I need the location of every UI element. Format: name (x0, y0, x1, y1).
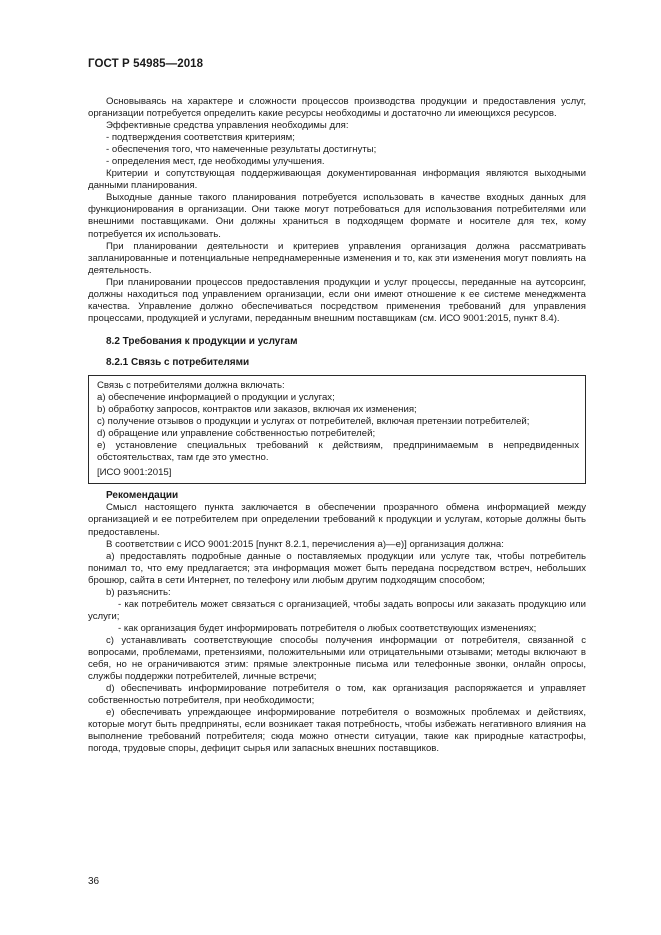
box-item-b: b) обработку запросов, контрактов или заказов, включая их изменения; (97, 404, 417, 416)
box-item-a: a) обеспечение информацией о продукции и услугах; (97, 392, 335, 404)
section-subheading: 8.2.1 Связь с потребителями (106, 356, 250, 368)
document-header: ГОСТ Р 54985—2018 (88, 58, 204, 70)
intro-paragraph-5: При планировании деятельности и критериев управления организация должна рассматривать запланированные и потенциальные непреднамеренные изменения и то, как эти изменения могут повлиять на деятельность. (88, 240, 586, 276)
box-item-d: d) обращение или управление собственностью потребителей; (97, 428, 376, 440)
intro-paragraph-4: Выходные данные такого планирования потребуется использовать в качестве входных данных для функционирования в организации. Они также могут потребоваться для использования потребителями или внешними поставщиками. Они должны храниться в подходящем формате и носителе для тех, кому потребуется их использовать. (88, 192, 586, 240)
intro-list-item: - определения мест, где необходимы улучшения. (106, 156, 325, 168)
intro-paragraph-6: При планировании процессов предоставления продукции и услуг процессы, переданные на аутсорсинг, должны находиться под управлением организации, если они имеют отношение к ее системе менеджмента качества. Управление должно обеспечиваться посредством применения требований для управления процессами, продукцией и услугами, переданным внешним поставщикам (см. ИСО 9001:2015, пункт 8.4). (88, 276, 586, 324)
box-lead: Связь с потребителями должна включать: (97, 379, 285, 391)
page-content (88, 96, 586, 755)
box-item-c: c) получение отзывов о продукции и услугах от потребителей, включая претензии потребителей; (97, 416, 530, 428)
intro-paragraph-2: Эффективные средства управления необходимы для: (106, 120, 349, 132)
box-reference: [ИСО 9001:2015] (97, 467, 172, 479)
intro-paragraph-3: Критерии и сопутствующая поддерживающая документированная информация являются выходными данными планирования. (88, 168, 586, 192)
intro-list-item: - подтверждения соответствия критериям; (106, 132, 295, 144)
intro-list-item: - обеспечения того, что намеченные результаты достигнуты; (106, 144, 377, 156)
recommendation-item-d: d) обеспечивать информирование потребителя о том, как организация распоряжается и управляет собственностью потребителя, при необходимости; (88, 683, 586, 707)
intro-paragraph-1: Основываясь на характере и сложности процессов производства продукции и предоставления услуг, организации потребуется определить какие ресурсы необходимы и достаточно ли имеющихся ресурсов. (88, 96, 586, 120)
page-number: 36 (88, 876, 100, 887)
recommendations-title: Рекомендации (106, 490, 179, 502)
recommendation-item-b-2: - как организация будет информировать потребителя о любых соответствующих изменениях; (118, 622, 537, 634)
recommendation-item-a: a) предоставлять подробные данные о поставляемых продукции или услуге так, чтобы потребитель понимал то, что ему предлагается; эта информация может быть передана посредством встреч, небольших брошюр, сайта в сети Интернет, по телефону или любым другим подходящим способом; (88, 550, 586, 586)
box-item-e: e) установление специальных требований к действиям, предпринимаемым в непредвиденных обстоятельствах, там где это уместно. (97, 440, 579, 464)
section-heading: 8.2 Требования к продукции и услугам (106, 335, 298, 347)
recommendation-item-e: e) обеспечивать упреждающее информирование потребителя о возможных проблемах и действиях, которые могут быть предприняты, если возникает такая потребность, чтобы избежать негативного влияния на выполнение требований потребителя; сюда можно отнести ситуации, такие как природные катастрофы, погода, трудовые споры, дефицит сырья или запасных внешних поставщиков. (88, 707, 586, 755)
iso-quote-box (88, 375, 586, 484)
recommendation-item-c: c) устанавливать соответствующие способы получения информации от потребителя, связанной с вопросами, проблемами, претензиями, положительными или отрицательными отзывами; методы включают в себя, но не ограничиваются этим: прямые электронные письма или телефонные звонки, онлайн опросы, службы поддержки потребителей, личные встречи; (88, 634, 586, 683)
recommendations-paragraph-2: В соответствии с ИСО 9001:2015 [пункт 8.2.1, перечисления a)—e)] организация должна: (106, 538, 504, 550)
recommendations-paragraph-1: Смысл настоящего пункта заключается в обеспечении прозрачного обмена информацией между организацией и ее потребителем при определении требований к продукции и услугам, которые должны быть предоставлены. (88, 502, 586, 538)
recommendation-item-b-1: - как потребитель может связаться с организацией, чтобы задать вопросы или заказать продукцию или услуги; (88, 598, 586, 622)
recommendation-item-b: b) разъяснить: (106, 586, 171, 598)
